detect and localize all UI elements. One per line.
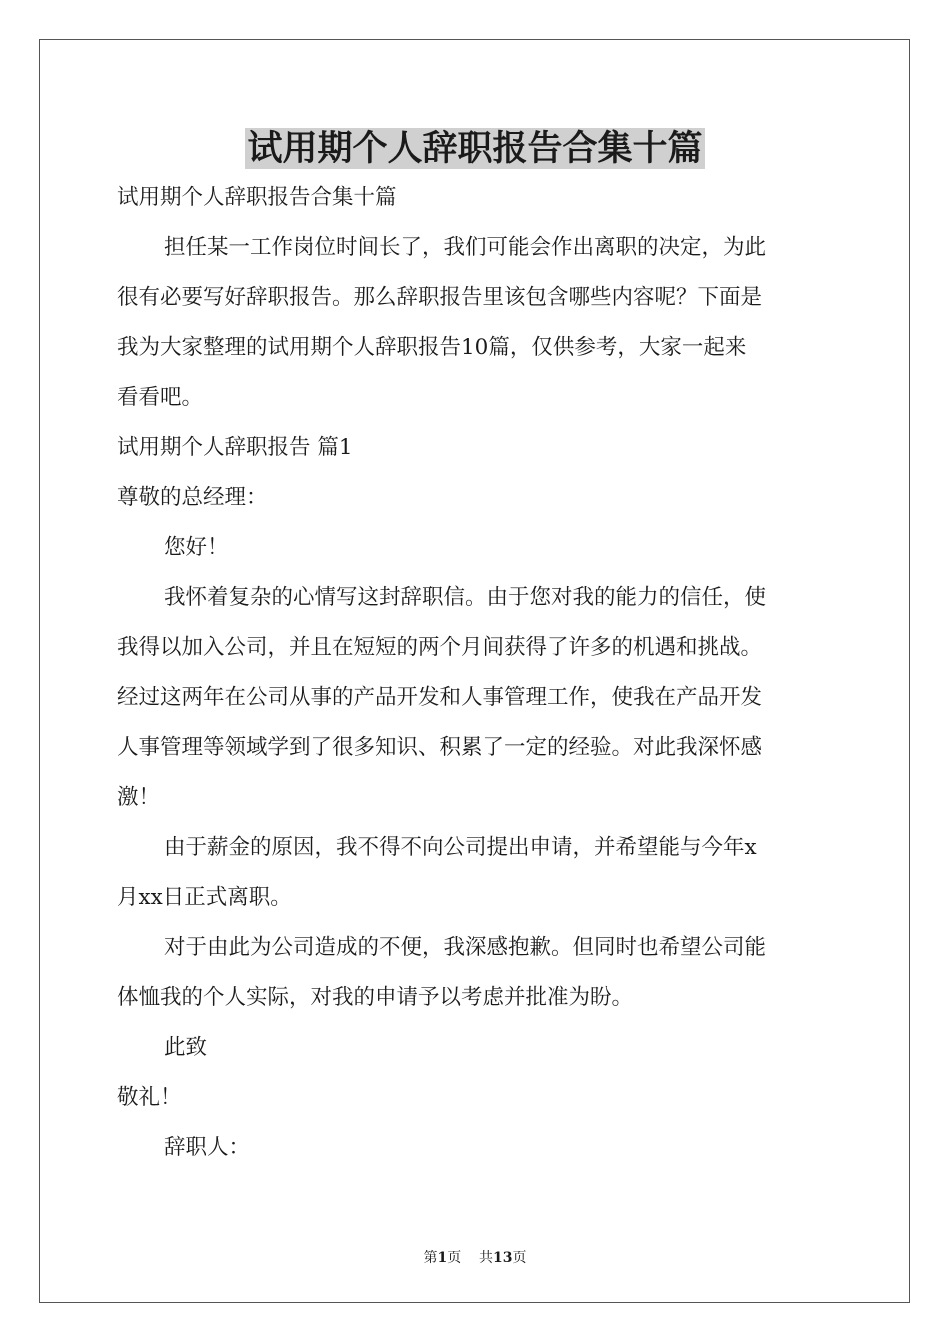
footer-total-pages: 13: [493, 1250, 513, 1266]
body-line-6: 由于薪金的原因，我不得不向公司提出申请，并希望能与今年x: [164, 835, 757, 860]
greeting: 您好！: [164, 535, 229, 560]
body-line-4: 人事管理等领域学到了很多知识、积累了一定的经验。对此我深怀感: [117, 735, 763, 760]
document-title-text: 试用期个人辞职报告合集十篇: [247, 128, 703, 169]
document-title: [0, 124, 950, 174]
subtitle-line: 试用期个人辞职报告合集十篇: [117, 185, 397, 210]
body-line-7: 月xx日正式离职。: [117, 885, 292, 910]
footer-page-number: 1: [437, 1250, 448, 1266]
body-line-2: 我得以加入公司，并且在短短的两个月间获得了许多的机遇和挑战。: [117, 635, 763, 660]
footer-suffix: 页: [512, 1250, 527, 1266]
page-frame: [39, 39, 910, 1303]
intro-line-3: 我为大家整理的试用期个人辞职报告10篇，仅供参考，大家一起来: [117, 335, 747, 360]
page-footer: [0, 1248, 950, 1268]
intro-line-4: 看看吧。: [117, 385, 204, 410]
footer-middle: 页 共: [447, 1250, 494, 1266]
closing: 此致: [164, 1035, 208, 1060]
intro-line-2: 很有必要写好辞职报告。那么辞职报告里该包含哪些内容呢？下面是: [117, 285, 763, 310]
section-heading: 试用期个人辞职报告 篇1: [117, 435, 353, 460]
body-line-5: 激！: [117, 785, 161, 810]
salutation: 尊敬的总经理：: [117, 485, 268, 510]
signature-label: 辞职人：: [164, 1135, 251, 1160]
body-line-1: 我怀着复杂的心情写这封辞职信。由于您对我的能力的信任，使: [164, 585, 767, 610]
body-line-9: 体恤我的个人实际，对我的申请予以考虑并批准为盼。: [117, 985, 634, 1010]
body-line-8: 对于由此为公司造成的不便，我深感抱歉。但同时也希望公司能: [164, 935, 767, 960]
body-line-3: 经过这两年在公司从事的产品开发和人事管理工作，使我在产品开发: [117, 685, 763, 710]
regards: 敬礼！: [117, 1085, 182, 1110]
footer-prefix: 第: [423, 1250, 438, 1266]
intro-line-1: 担任某一工作岗位时间长了，我们可能会作出离职的决定，为此: [164, 235, 767, 260]
